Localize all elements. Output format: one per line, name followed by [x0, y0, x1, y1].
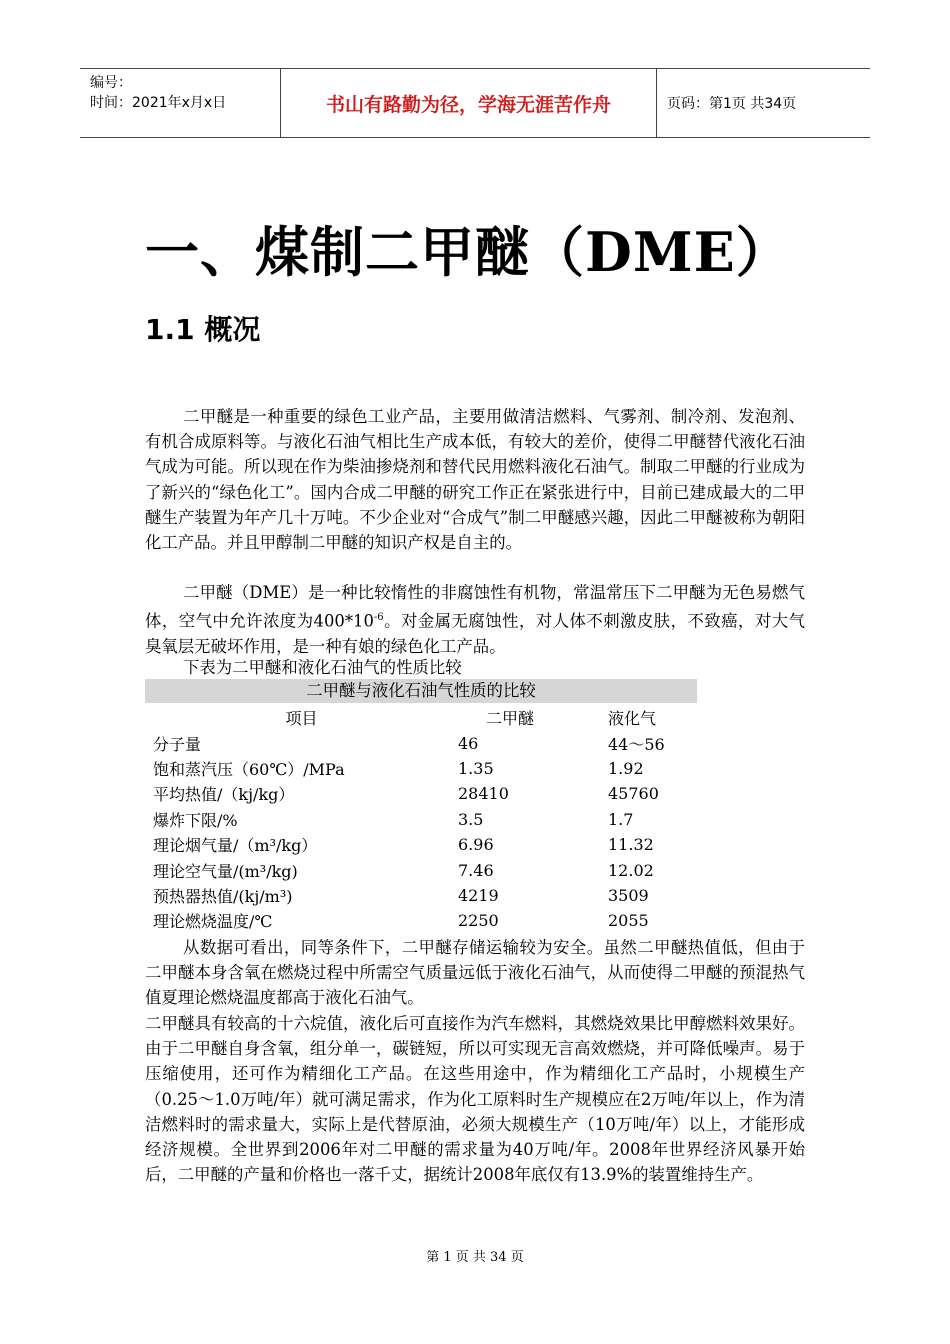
table-cell-lpg: 3509	[608, 885, 649, 905]
column-header-item: 项目	[285, 709, 318, 729]
paragraph-analysis: 从数据可看出，同等条件下，二甲醚存储运输较为安全。虽然二甲醚热值低，但由于二甲醚本身含氧在燃烧过程中所需空气质量远低于液化石油气，从而使得二甲醚的预混热气值夏理论燃烧温度都高于液化石油气。	[145, 938, 805, 1008]
table-cell-lpg: 11.32	[608, 835, 654, 855]
page-footer: 第 1 页 共 34 页	[426, 1250, 524, 1265]
table-cell-property: 理论空气量/(m³/kg)	[153, 861, 298, 881]
table-header-row	[145, 705, 738, 730]
table-cell-property: 理论烟气量/（m³/kg）	[153, 836, 318, 856]
table-cell-property: 理论燃烧温度/℃	[153, 912, 273, 932]
table-cell-dme: 2250	[458, 911, 499, 931]
paragraph-properties-part1: 二甲醚（DME）是一种比较惰性的非腐蚀性有机物，常温常压下二甲醚为无色易燃气体，空气中允许浓度为400*10	[145, 583, 805, 631]
header-meta	[80, 69, 280, 137]
table-cell-dme: 46	[458, 733, 479, 753]
table-row	[145, 807, 738, 832]
table-row	[145, 883, 738, 908]
section-heading: 1.1 概况	[145, 313, 261, 346]
table-cell-dme: 1.35	[458, 758, 494, 778]
table-cell-lpg: 12.02	[608, 860, 654, 880]
column-header-lpg: 液化气	[608, 709, 657, 729]
paragraph-table-intro: 下表为二甲醚和液化石油气的性质比较	[183, 658, 462, 677]
table-cell-dme: 3.5	[458, 809, 484, 829]
column-header-dme: 二甲醚	[486, 709, 535, 729]
table-row	[145, 908, 738, 933]
table-cell-property: 平均热值/（kj/kg）	[153, 785, 295, 805]
paragraph-intro: 二甲醚是一种重要的绿色工业产品，主要用做清洁燃料、气雾剂、制冷剂、发泡剂、有机合成原料等。与液化石油气相比生产成本低，有较大的差价，使得二甲醚替代液化石油气成为可能。所以现在作为柴油掺烧剂和替代民用燃料液化石油气。制取二甲醚的行业成为了新兴的“绿色化工”。国内合成二甲醚的研究工作正在紧张进行中，目前已建成最大的二甲醚生产装置为年产几十万吨。不少企业对“合成气”制二甲醚感兴趣，因此二甲醚被称为朝阳化工产品。并且甲醇制二甲醚的知识产权是自主的。	[145, 407, 805, 553]
table-row	[145, 857, 738, 882]
table-cell-lpg: 45760	[608, 784, 659, 804]
paragraph-applications: 二甲醚具有较高的十六烷值，液化后可直接作为汽车燃料，其燃烧效果比甲醇燃料效果好。由于二甲醚自身含氧，组分单一，碳链短，所以可实现无言高效燃烧，并可降低噪声。易于压缩使用，还可作为精细化工产品。在这些用途中，作为精细化工产品时，小规模生产（0.25～1.0万吨/年）就可满足需求，作为化工原料时生产规模应在2万吨/年以上，作为清洁燃料时的需求量大，实际上是代替原油，必须大规模生产（10万吨/年）以上，才能形成经济规模。全世界到2006年对二甲醚的需求量为40万吨/年。2008年世界经济风暴开始后，二甲醚的产量和价格也一落千丈，据统计2008年底仅有13.9%的装置维持生产。	[145, 1014, 805, 1185]
header-motto: 书山有路勤为径，学海无涯苦作舟	[280, 69, 657, 137]
header-page-info: 页码：第1页 共34页	[667, 96, 797, 112]
exponent-superscript: -6	[373, 612, 384, 624]
table-row	[145, 781, 738, 806]
table-cell-property: 预热器热值/(kj/m³)	[153, 886, 293, 906]
table-cell-lpg: 2055	[608, 911, 649, 931]
page-title: 一、煤制二甲醚（DME）	[145, 220, 791, 284]
table-cell-dme: 7.46	[458, 860, 494, 880]
table-cell-dme: 4219	[458, 885, 499, 905]
table-row	[145, 730, 738, 755]
table-cell-lpg: 44～56	[608, 734, 665, 754]
table-row	[145, 832, 738, 857]
table-cell-property: 饱和蒸汽压（60℃）/MPa	[153, 759, 345, 779]
paragraph-properties	[145, 580, 805, 659]
table-cell-lpg: 1.92	[608, 758, 644, 778]
paragraph-properties-part2: 。对金属无腐蚀性，对人体不刺激皮肤，不致癌，对大气臭氧层无破坏作用，是一种有娘的绿色化工产品。	[145, 611, 806, 656]
comparison-table	[145, 705, 738, 934]
table-cell-property: 爆炸下限/%	[153, 810, 238, 830]
table-cell-property: 分子量	[153, 734, 202, 754]
table-cell-dme: 6.96	[458, 835, 494, 855]
table-cell-dme: 28410	[458, 784, 509, 804]
document-number-label: 编号：	[90, 75, 132, 91]
table-cell-lpg: 1.7	[608, 809, 634, 829]
table-row	[145, 756, 738, 781]
page-header	[80, 68, 870, 138]
table-caption: 二甲醚与液化石油气性质的比较	[145, 679, 697, 703]
document-date-label: 时间：2021年x月x日	[90, 95, 227, 111]
